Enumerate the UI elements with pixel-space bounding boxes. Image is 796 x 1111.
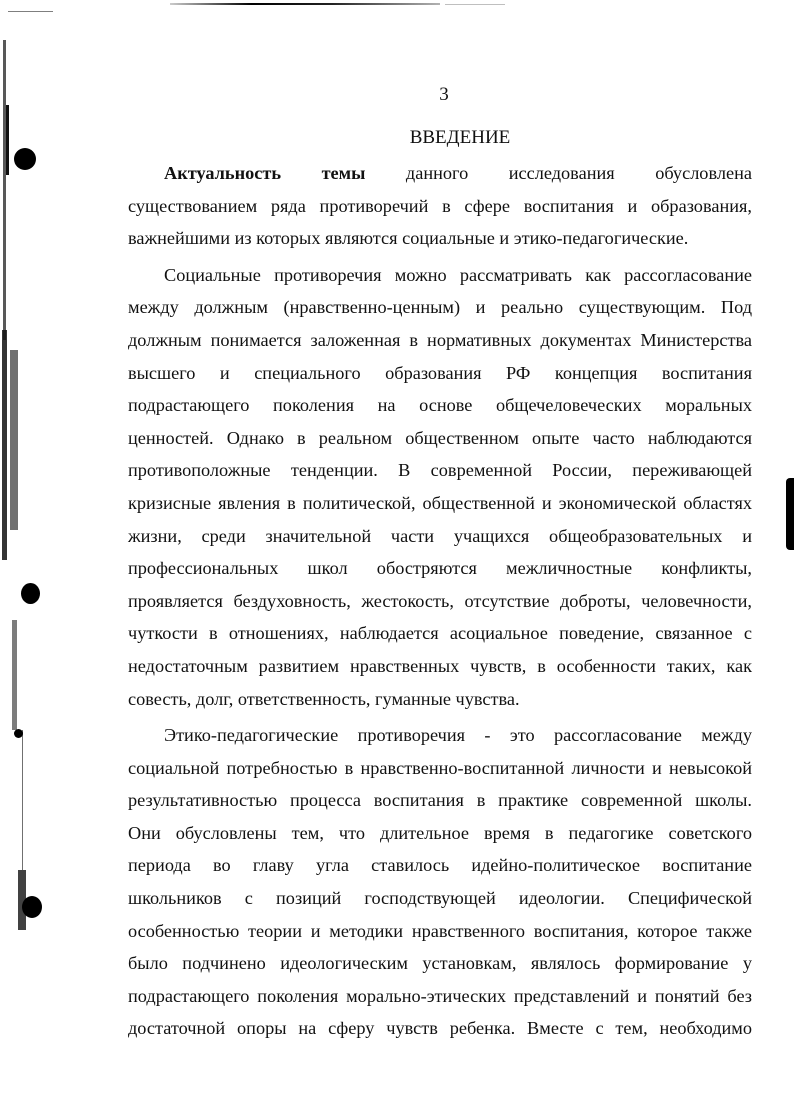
text-line: было подчинено идеологическим установкам, являлось формирование у <box>128 953 752 974</box>
text-line: недостаточным развитием нравственных чувств, в особенности таких, как <box>128 655 752 676</box>
scan-edge-mark <box>786 478 794 550</box>
text-line: противоположные тенденции. В современной России, переживающей <box>128 460 752 481</box>
text-line: проявляется бездуховность, жестокость, отсутствие доброты, человечности, <box>128 590 752 611</box>
punch-hole <box>14 729 23 738</box>
text-line: ценностей. Однако в реальном общественном опыте часто наблюдаются <box>128 427 752 448</box>
scan-edge-line <box>170 3 440 5</box>
text-line: результативностью процесса воспитания в практике современной школы. <box>128 790 752 811</box>
punch-hole <box>22 896 42 918</box>
paragraph-relevance <box>128 157 752 255</box>
text-line: существованием ряда противоречий в сфере воспитания и образования, <box>128 195 752 216</box>
text-line: чуткости в отношениях, наблюдается асоциальное поведение, связанное с <box>128 623 752 644</box>
text-line: Они обусловлены тем, что длительное время в педагогике советского <box>128 822 752 843</box>
text-line: периода во главу угла ставилось идейно-политическое воспитание <box>128 855 752 876</box>
text-line <box>128 157 752 190</box>
bold-term: Актуальность <box>164 163 282 183</box>
text-line: важнейшими из которых являются социальные и этико-педагогические. <box>128 228 689 249</box>
text-line: кризисные явления в политической, общественной и экономической областях <box>128 492 752 513</box>
text-line: социальной потребностью в нравственно-воспитанной личности и невысокой <box>128 757 752 778</box>
text-line: Этико-педагогические противоречия - это рассогласование между <box>164 725 752 746</box>
text-fragment: исследования <box>508 163 615 183</box>
page-number: 3 <box>439 84 449 105</box>
text-line: особенностью теории и методики нравственного воспитания, которое также <box>128 920 752 941</box>
text-fragment: данного <box>405 163 469 183</box>
text-line: достаточной опоры на сферу чувств ребенка. Вместе с тем, необходимо <box>128 1018 752 1039</box>
punch-hole <box>21 583 40 604</box>
scan-edge-line <box>445 4 505 5</box>
document-page <box>128 80 752 1045</box>
text-line: жизни, среди значительной части учащихся общеобразовательных и <box>128 525 752 546</box>
text-line: между должным (нравственно-ценным) и реально существующим. Под <box>128 297 752 318</box>
text-line: профессиональных школ обостряются межличностные конфликты, <box>128 558 752 579</box>
paragraph-social-contradictions <box>128 259 752 715</box>
section-heading: ВВЕДЕНИЕ <box>409 127 511 148</box>
text-line: Социальные противоречия можно рассматривать как рассогласование <box>164 264 752 285</box>
text-line: школьников с позиций господствующей идеологии. Специфической <box>128 888 752 909</box>
text-line: подрастающего поколения морально-этических представлений и понятий без <box>128 985 752 1006</box>
text-line: подрастающего поколения на основе общечеловеческих моральных <box>128 395 752 416</box>
paragraph-ethical-pedagogical-contradictions <box>128 719 752 1045</box>
text-fragment: обусловлена <box>655 163 752 183</box>
text-line: должным понимается заложенная в нормативных документах Министерства <box>128 329 752 350</box>
text-line: совесть, долг, ответственность, гуманные чувства. <box>128 688 520 709</box>
text-line: высшего и специального образования РФ концепция воспитания <box>128 362 752 383</box>
punch-hole <box>14 148 36 170</box>
bold-term: темы <box>321 163 366 183</box>
